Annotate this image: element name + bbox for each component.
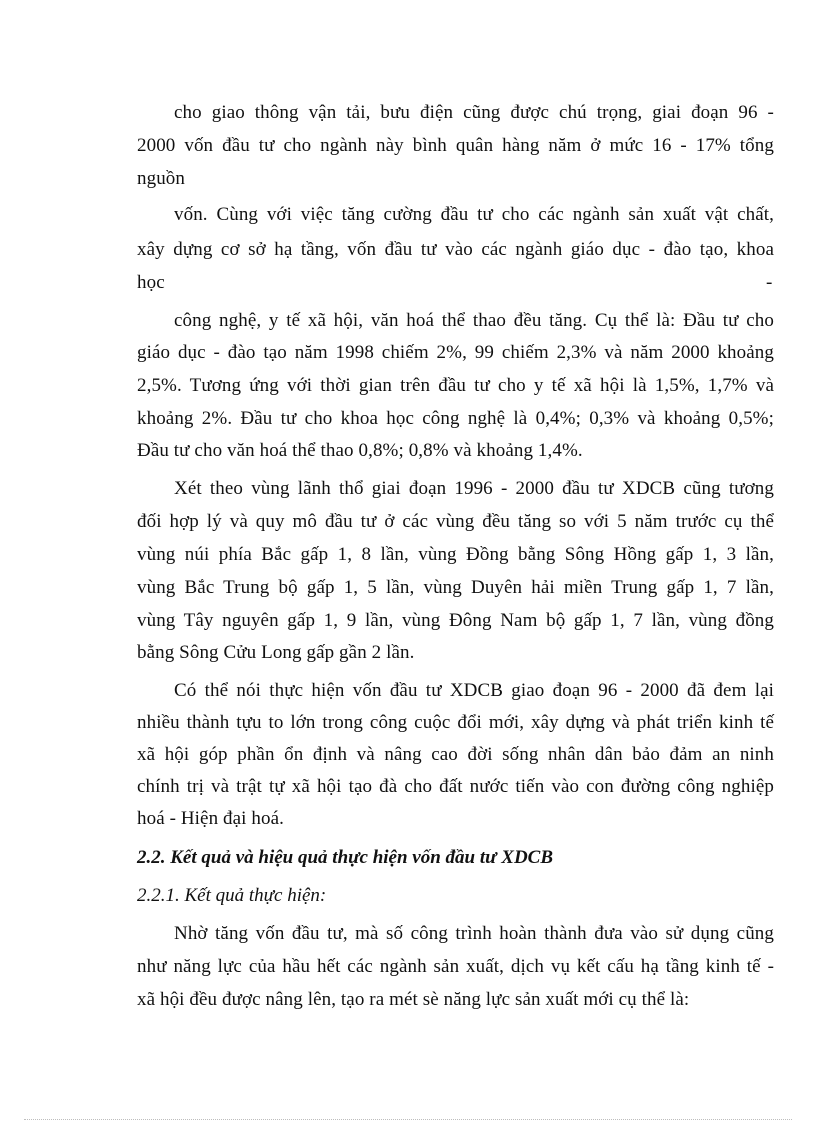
text-line: như năng lực của hầu hết các ngành sản xuất, dịch vụ kết cấu hạ tầng kinh tế - — [137, 956, 774, 977]
text-line: học — [137, 272, 165, 293]
text-line: - — [766, 272, 773, 293]
section-heading: 2.2. Kết quả và hiệu quả thực hiện vốn đầu tư XDCB — [137, 847, 554, 868]
text-line: vùng Tây nguyên gấp 1, 9 lần, vùng Đông Nam bộ gấp 1, 7 lần, vùng đồng — [137, 610, 774, 631]
text-line: khoảng 2%. Đầu tư cho khoa học công nghệ là 0,4%; 0,3% và khoảng 0,5%; — [137, 408, 774, 429]
text-line: cho giao thông vận tải, bưu điện cũng được chú trọng, giai đoạn 96 - — [174, 102, 774, 123]
text-line: xã hội đều được nâng lên, tạo ra mét sè năng lực sản xuất mới cụ thể là: — [137, 989, 690, 1010]
subsection-heading: 2.2.1. Kết quả thực hiện: — [137, 885, 327, 906]
text-line: xây dựng cơ sở hạ tầng, vốn đầu tư vào các ngành giáo dục - đào tạo, khoa — [137, 239, 774, 260]
text-line: bằng Sông Cửu Long gấp gần 2 lần. — [137, 642, 415, 663]
text-line: xã hội góp phần ổn định và nâng cao đời sống nhân dân bảo đảm an ninh — [137, 744, 774, 765]
text-line: công nghệ, y tế xã hội, văn hoá thể thao đều tăng. Cụ thể là: Đầu tư cho — [174, 310, 774, 331]
text-line: Đầu tư cho văn hoá thể thao 0,8%; 0,8% và khoảng 1,4%. — [137, 440, 583, 461]
text-line: 2,5%. Tương ứng với thời gian trên đầu tư cho y tế xã hội là 1,5%, 1,7% và — [137, 375, 774, 396]
text-line: nguồn — [137, 168, 185, 189]
text-line: 2000 vốn đầu tư cho ngành này bình quân hàng năm ở mức 16 - 17% tổng — [137, 135, 774, 156]
text-line: nhiều thành tựu to lớn trong công cuộc đổi mới, xây dựng và phát triển kinh tế — [137, 712, 774, 733]
footer-divider — [24, 1119, 792, 1120]
text-line: Có thể nói thực hiện vốn đầu tư XDCB giao đoạn 96 - 2000 đã đem lại — [174, 680, 774, 701]
text-line: Nhờ tăng vốn đầu tư, mà số công trình hoàn thành đưa vào sử dụng cũng — [174, 923, 774, 944]
text-line: vùng Bắc Trung bộ gấp 1, 5 lần, vùng Duyên hải miền Trung gấp 1, 7 lần, — [137, 577, 774, 598]
text-line: Xét theo vùng lãnh thổ giai đoạn 1996 - 2000 đầu tư XDCB cũng tương — [174, 478, 774, 499]
text-line: đối hợp lý và quy mô đầu tư ở các vùng đều tăng so với 5 năm trước cụ thể — [137, 511, 774, 532]
text-line: hoá - Hiện đại hoá. — [137, 808, 284, 829]
text-line: giáo dục - đào tạo năm 1998 chiếm 2%, 99 chiếm 2,3% và năm 2000 khoảng — [137, 342, 774, 363]
text-line: vùng núi phía Bắc gấp 1, 8 lần, vùng Đồng bằng Sông Hồng gấp 1, 3 lần, — [137, 544, 774, 565]
text-line: vốn. Cùng với việc tăng cường đầu tư cho các ngành sản xuất vật chất, — [174, 204, 774, 225]
text-line: chính trị và trật tự xã hội tạo đà cho đất nước tiến vào con đường công nghiệp — [137, 776, 774, 797]
